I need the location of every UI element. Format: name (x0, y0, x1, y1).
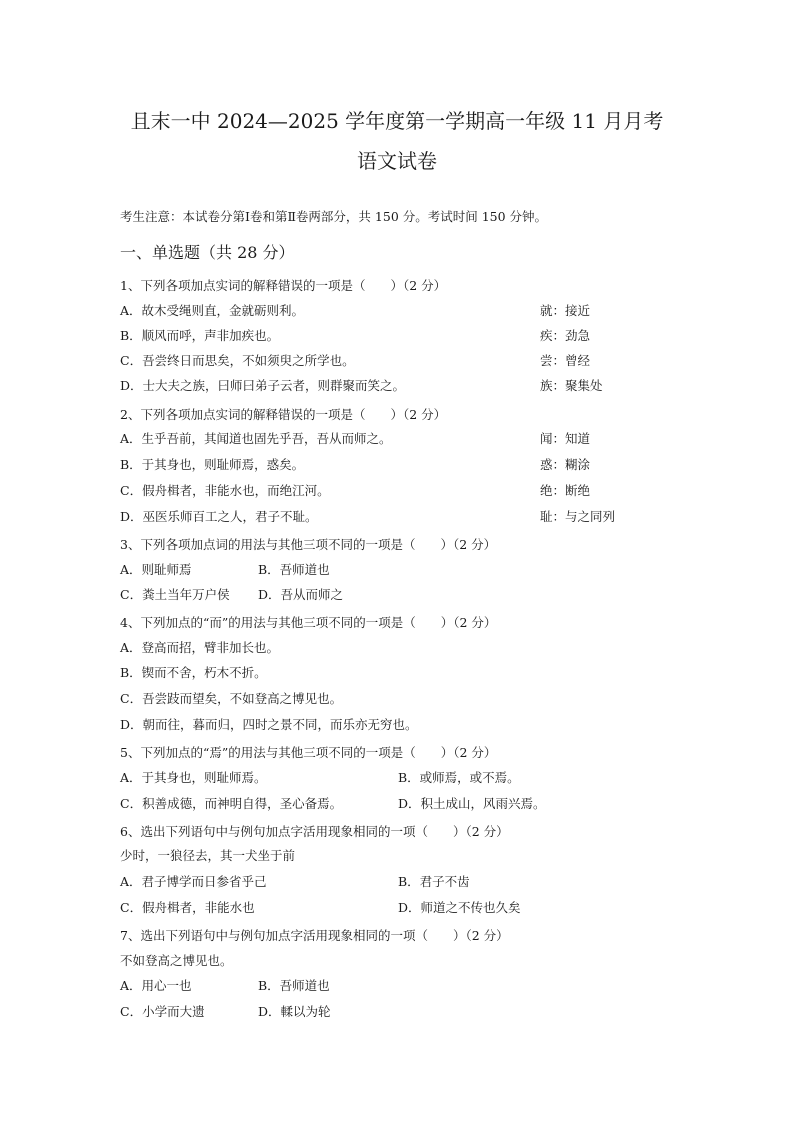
question-4-stem: 4、下列加点的“而”的用法与其他三项不同的一项是（ ）（2 分） (120, 615, 497, 630)
q2-option-c-gloss: 绝：断绝 (540, 483, 591, 498)
q5-option-a: A．于其身也，则耻师焉。 (120, 770, 267, 785)
q4-option-a: A．登高而招，臂非加长也。 (120, 640, 280, 655)
q1-option-a: A．故木受绳则直，金就砺则利。 (120, 303, 305, 318)
q4-option-d: D．朝而往，暮而归，四时之景不同，而乐亦无穷也。 (120, 717, 418, 732)
q5-option-b: B．或师焉，或不焉。 (398, 770, 520, 785)
q6-option-a: A．君子博学而日参省乎己 (120, 874, 267, 889)
q2-option-b-gloss: 惑：糊涂 (540, 457, 591, 472)
q1-option-a-gloss: 就：接近 (540, 303, 591, 318)
exam-subtitle: 语文试卷 (357, 149, 437, 173)
q1-option-b-gloss: 疾：劲急 (540, 328, 591, 343)
q7-example: 不如登高之博见也。 (120, 953, 233, 968)
q3-option-b: B．吾师道也 (258, 562, 330, 577)
q3-option-d: D．吾从而师之 (258, 587, 344, 602)
q2-option-d: D．巫医乐师百工之人，君子不耻。 (120, 509, 318, 524)
question-7-stem: 7、选出下列语句中与例句加点字活用现象相同的一项（ ）（2 分） (120, 928, 509, 943)
q2-option-b: B．于其身也，则耻师焉，惑矣。 (120, 457, 305, 472)
question-1-stem: 1、下列各项加点实词的解释错误的一项是（ ）（2 分） (120, 278, 447, 293)
q4-option-c: C．吾尝跂而望矣，不如登高之博见也。 (120, 691, 343, 706)
q1-option-d: D．士大夫之族，曰师曰弟子云者，则群聚而笑之。 (120, 378, 406, 393)
q6-option-d: D．师道之不传也久矣 (398, 900, 521, 915)
q1-option-c-gloss: 尝：曾经 (540, 353, 591, 368)
q1-option-b: B．顺风而呼，声非加疾也。 (120, 328, 280, 343)
q6-option-b: B．君子不齿 (398, 874, 470, 889)
q2-option-d-gloss: 耻：与之同列 (540, 509, 616, 524)
q6-option-c: C．假舟楫者，非能水也 (120, 900, 255, 915)
q3-option-a: A．则耻师焉 (120, 562, 192, 577)
q4-option-b: B．锲而不舍，朽木不折。 (120, 665, 267, 680)
q2-option-a-gloss: 闻：知道 (540, 431, 591, 446)
q6-example: 少时，一狼径去，其一犬坐于前 (120, 848, 296, 863)
q7-option-d: D．輮以为轮 (258, 1004, 331, 1019)
q7-option-c: C．小学而大遗 (120, 1004, 205, 1019)
exam-title: 且末一中 2024—2025 学年度第一学期高一年级 11 月月考 (130, 109, 664, 133)
question-5-stem: 5、下列加点的“焉”的用法与其他三项不同的一项是（ ）（2 分） (120, 745, 497, 760)
question-2-stem: 2、下列各项加点实词的解释错误的一项是（ ）（2 分） (120, 407, 447, 422)
q2-option-c: C．假舟楫者，非能水也，而绝江河。 (120, 483, 330, 498)
q1-option-c: C．吾尝终日而思矣，不如须臾之所学也。 (120, 353, 355, 368)
q7-option-b: B．吾师道也 (258, 978, 330, 993)
candidate-notice: 考生注意：本试卷分第Ⅰ卷和第Ⅱ卷两部分，共 150 分。考试时间 150 分钟。 (120, 209, 548, 224)
section-heading: 一、单选题（共 28 分） (120, 243, 295, 262)
q3-option-c: C．粪土当年万户侯 (120, 587, 230, 602)
question-6-stem: 6、选出下列语句中与例句加点字活用现象相同的一项（ ）（2 分） (120, 824, 509, 839)
q1-option-d-gloss: 族：聚集处 (540, 378, 603, 393)
question-3-stem: 3、下列各项加点词的用法与其他三项不同的一项是（ ）（2 分） (120, 537, 497, 552)
q5-option-d: D．积土成山，风雨兴焉。 (398, 796, 546, 811)
q2-option-a: A．生乎吾前，其闻道也固先乎吾，吾从而师之。 (120, 431, 392, 446)
q5-option-c: C．积善成德，而神明自得，圣心备焉。 (120, 796, 343, 811)
q7-option-a: A．用心一也 (120, 978, 192, 993)
